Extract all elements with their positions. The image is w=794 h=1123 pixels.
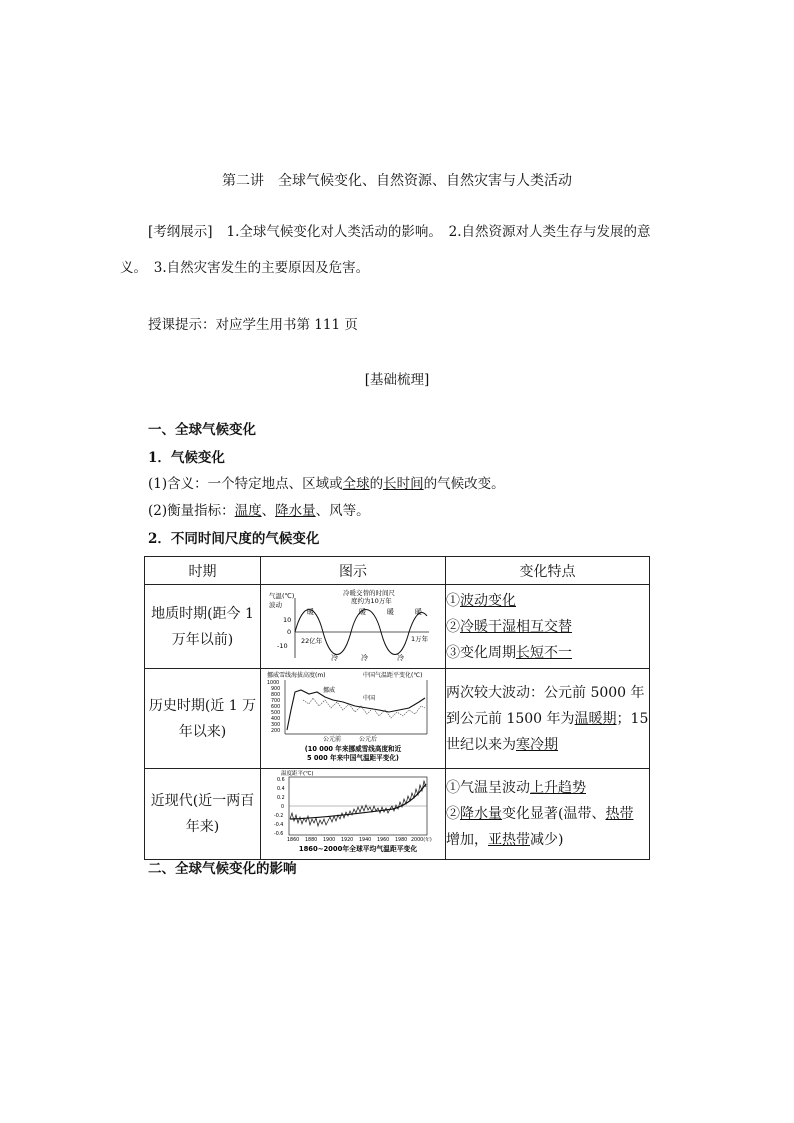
section-heading: [基础梳理] [364, 372, 430, 388]
period-text: 近现代(近一两百 [150, 793, 255, 809]
hist-caption: (10 000 年来挪威雪线高度和近 [304, 744, 402, 753]
geo-note: 度约为10万年 [351, 596, 392, 605]
feature-cycle-length: 长短不一 [516, 644, 572, 661]
modern-x-tick: 1960 [377, 838, 390, 843]
hist-y-tick: 800 [271, 692, 281, 698]
hist-bce-label: 公元前 [323, 735, 342, 743]
geo-warm-label: 暖 [415, 607, 422, 616]
modern-y-tick: -0.6 [274, 832, 284, 837]
measure-suffix: 、风等。 [315, 503, 370, 519]
hist-y-tick: 1000 [267, 680, 280, 686]
geo-axis-label: 1万年 [411, 634, 429, 643]
measure-sep: 、 [261, 503, 276, 519]
feature-line [446, 706, 649, 732]
outline-text-1: 1.全球气候变化对人类活动的影响。 2.自然资源对人类生存与发展的意 [226, 224, 651, 240]
hist-y-tick: 500 [271, 710, 281, 716]
part1-heading: 一、全球气候变化 [148, 422, 256, 438]
hist-ce-label: 公元后 [359, 735, 378, 743]
geologic-wave-chart [263, 586, 443, 664]
period-text: 年来) [185, 819, 220, 835]
period-historic [145, 669, 261, 769]
modern-y-tick: 0.6 [277, 778, 285, 783]
outline-label: [考纲展示] [148, 224, 213, 240]
modern-x-tick: 1940 [359, 838, 372, 843]
table-header-row [145, 557, 650, 585]
features-historic [446, 669, 650, 769]
table-row [145, 585, 650, 669]
period-modern [145, 769, 261, 860]
features-geologic [446, 585, 650, 669]
geo-ylabel: 波动 [269, 600, 282, 609]
historic-chart [263, 670, 443, 764]
geo-period-label: 22亿年 [301, 636, 323, 645]
page-title: 第二讲 全球气候变化、自然资源、自然灾害与人类活动 [222, 173, 572, 189]
feature-line [446, 801, 649, 827]
modern-y-tick: -0.2 [274, 814, 284, 819]
definition-long-time: 长时间 [383, 476, 424, 492]
hist-y-tick: 400 [271, 716, 281, 722]
modern-x-tick: 1980 [395, 838, 408, 843]
feature-line [446, 614, 649, 640]
feature-line [446, 775, 649, 801]
feature-line: 两次较大波动：公元前 5000 年 [446, 684, 645, 701]
feature-text: 世纪以来为 [446, 736, 516, 753]
modern-x-tick: 1880 [305, 838, 318, 843]
hist-y-tick: 600 [271, 704, 281, 710]
header-features: 变化特点 [446, 557, 650, 585]
geo-note: 冷暖交替的时间尺 [343, 588, 395, 597]
hist-left-title: 挪威雪线海拔高度(m) [267, 671, 326, 679]
feature-text: ② [446, 806, 460, 822]
part2-heading: 二、全球气候变化的影响 [148, 861, 297, 877]
feature-wave-change: 波动变化 [460, 592, 516, 609]
header-figure: 图示 [261, 557, 446, 585]
hist-y-tick: 300 [271, 722, 281, 728]
feature-line [446, 588, 649, 614]
hist-caption: 5 000 年来中国气温距平变化) [307, 753, 399, 762]
feature-alternation: 冷暖干湿相互交替 [460, 618, 572, 635]
geo-cold-label: 冷 [397, 653, 404, 662]
feature-text: ；15 [616, 710, 649, 727]
climate-change-table [144, 556, 650, 860]
feature-rising-trend: 上升趋势 [530, 780, 586, 796]
measure-prefix: (2)衡量指标： [148, 503, 235, 519]
hist-norway-line [287, 690, 425, 730]
period-text: 年以来) [178, 723, 227, 740]
modern-y-tick: -0.4 [274, 823, 284, 828]
measure-temperature: 温度 [234, 503, 262, 519]
teaching-hint: 授课提示：对应学生用书第 111 页 [148, 317, 358, 333]
feature-cold-period: 寒冷期 [516, 736, 558, 753]
feature-line [446, 732, 649, 758]
definition-global: 全球 [342, 476, 370, 492]
figure-historic [261, 669, 446, 769]
geo-cold-label: 冷 [331, 653, 338, 662]
definition-suffix: 的气候改变。 [423, 476, 505, 492]
feature-text: 变化显著(温带、 [502, 806, 606, 822]
modern-caption: 1860~2000年全球平均气温距平变化 [298, 845, 418, 853]
outline-line-1 [148, 222, 651, 242]
modern-x-tick: 1860 [287, 838, 300, 843]
period-geologic [145, 585, 261, 669]
figure-geologic [261, 585, 446, 669]
feature-text: 到公元前 1500 年为 [446, 710, 575, 727]
hist-label-norway: 挪威 [323, 686, 336, 694]
header-period: 时期 [145, 557, 261, 585]
modern-trend-line [290, 784, 426, 819]
definition-mid: 的 [369, 476, 384, 492]
geo-warm-label: 暖 [387, 607, 394, 616]
part1-sub1: 1．气候变化 [148, 450, 225, 466]
feature-line [446, 827, 649, 853]
hist-right-title: 中国气温距平变化(℃) [363, 671, 423, 679]
modern-chart [263, 769, 443, 855]
feature-prefix: ② [446, 618, 460, 635]
definition-prefix: (1)含义：一个特定地点、区域或 [148, 476, 343, 492]
geo-ylabel: 气温(℃) [269, 591, 295, 600]
hist-label-china: 中国 [363, 694, 376, 702]
feature-tropical: 热带 [605, 806, 634, 822]
feature-prefix: ③变化周期 [446, 644, 516, 661]
measure-precipitation: 降水量 [275, 503, 316, 519]
feature-subtropical: 亚热带 [488, 832, 530, 848]
modern-y-tick: 0 [281, 805, 285, 810]
modern-y-tick: 0.4 [277, 787, 285, 792]
features-modern [446, 769, 650, 860]
modern-x-tick: 2000(年) [411, 838, 432, 843]
modern-x-tick: 1920 [341, 838, 354, 843]
feature-text: 增加， [446, 832, 488, 848]
feature-precipitation: 降水量 [460, 806, 502, 822]
definition-line [148, 474, 505, 494]
modern-y-tick: 0.2 [277, 796, 285, 801]
measure-line [148, 501, 370, 521]
feature-text: ①气温呈波动 [446, 780, 530, 796]
period-text: 历史时期(近 1 万 [148, 697, 257, 714]
table-row [145, 769, 650, 860]
feature-prefix: ① [446, 592, 460, 609]
figure-modern [261, 769, 446, 860]
table-row [145, 669, 650, 769]
geo-warm-label: 暖 [359, 607, 366, 616]
hist-y-tick: 200 [271, 728, 281, 734]
outline-line-2: 义。 3.自然灾害发生的主要原因及危害。 [120, 260, 370, 276]
hist-y-tick: 900 [271, 686, 281, 692]
hist-y-tick: 700 [271, 698, 281, 704]
geo-tick: -10 [277, 641, 288, 650]
period-text: 地质时期(距今 1 [151, 605, 254, 622]
modern-ylabel: 温度距平(℃) [281, 771, 314, 777]
geo-tick: 0 [287, 627, 292, 636]
geo-warm-label: 暖 [307, 607, 314, 616]
feature-text: 减少) [530, 832, 564, 848]
modern-x-tick: 1900 [323, 838, 336, 843]
geo-cold-label: 冷 [361, 653, 368, 662]
feature-line [446, 640, 649, 666]
period-text: 万年以前) [171, 631, 234, 648]
feature-warm-period: 温暖期 [574, 710, 617, 727]
geo-tick: 10 [283, 615, 292, 624]
part1-sub2: 2．不同时间尺度的气候变化 [148, 531, 320, 547]
